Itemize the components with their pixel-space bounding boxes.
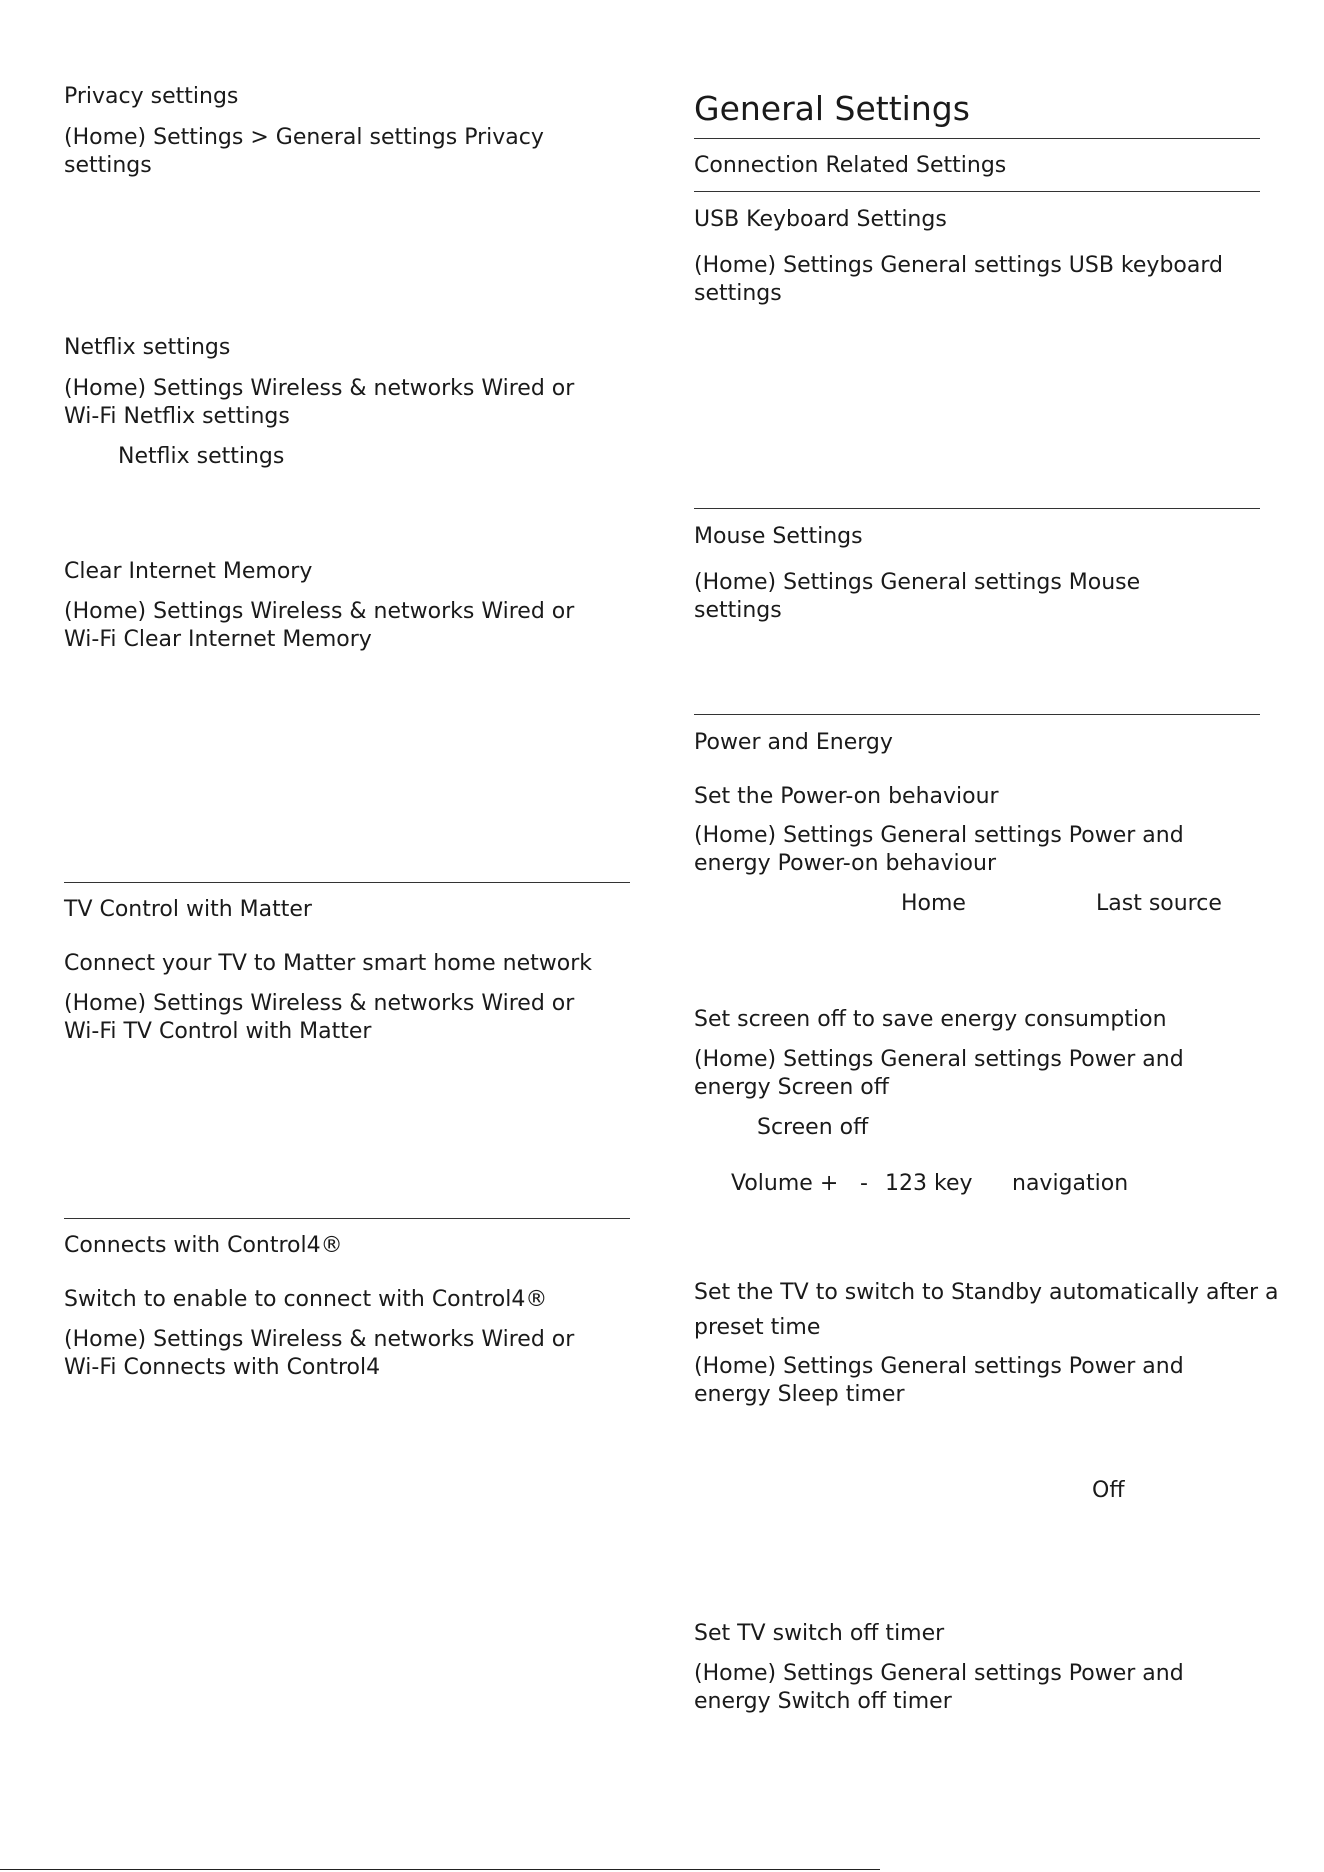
- poweron-heading: Set the Power-on behaviour: [694, 784, 999, 809]
- mouse-settings-path: (Home) Settings General settings Mouse: [694, 570, 1141, 595]
- screen-off-item: Screen off: [757, 1115, 869, 1140]
- poweron-path-cont: energy Power-on behaviour: [694, 851, 997, 876]
- screen-off-path: (Home) Settings General settings Power and: [694, 1047, 1184, 1072]
- sleep-timer-off-option: Off: [1092, 1478, 1125, 1503]
- footer-divider: [0, 1869, 880, 1870]
- netflix-settings-heading: Netflix settings: [64, 335, 231, 360]
- usb-keyboard-path: (Home) Settings General settings USB keyboard: [694, 253, 1223, 278]
- usb-keyboard-heading: USB Keyboard Settings: [694, 207, 947, 232]
- power-section-title: Power and Energy: [694, 730, 893, 755]
- netflix-settings-path-cont: Wi-Fi Netflix settings: [64, 404, 290, 429]
- netflix-settings-item: Netflix settings: [118, 444, 285, 469]
- switch-off-timer-path-cont: energy Switch off timer: [694, 1689, 952, 1714]
- section-divider: [694, 138, 1260, 139]
- clear-internet-memory-heading: Clear Internet Memory: [64, 559, 313, 584]
- poweron-option-home: Home: [901, 891, 966, 916]
- section-divider: [64, 882, 630, 883]
- privacy-settings-heading: Privacy settings: [64, 84, 239, 109]
- clear-internet-memory-path-cont: Wi-Fi Clear Internet Memory: [64, 627, 372, 652]
- matter-section-title: TV Control with Matter: [64, 897, 312, 922]
- mouse-settings-heading: Mouse Settings: [694, 524, 863, 549]
- volume-plus-key: Volume +: [731, 1171, 839, 1196]
- poweron-option-last-source: Last source: [1096, 891, 1222, 916]
- connection-section-title: Connection Related Settings: [694, 153, 1007, 178]
- page-title: General Settings: [694, 89, 970, 128]
- key-123: 123 key: [885, 1171, 973, 1196]
- navigation-keys: navigation: [1012, 1171, 1129, 1196]
- privacy-settings-path: (Home) Settings > General settings Privacy: [64, 125, 544, 150]
- sleep-timer-heading-cont: preset time: [694, 1315, 821, 1340]
- mouse-settings-path-cont: settings: [694, 598, 782, 623]
- screen-off-heading: Set screen off to save energy consumption: [694, 1007, 1167, 1032]
- dash-separator: -: [860, 1171, 868, 1196]
- control4-section-title: Connects with Control4®: [64, 1233, 343, 1258]
- control4-heading: Switch to enable to connect with Control4®: [64, 1287, 548, 1312]
- usb-keyboard-path-cont: settings: [694, 281, 782, 306]
- control4-path: (Home) Settings Wireless & networks Wired or: [64, 1327, 575, 1352]
- sleep-timer-path: (Home) Settings General settings Power and: [694, 1354, 1184, 1379]
- matter-path: (Home) Settings Wireless & networks Wired or: [64, 991, 575, 1016]
- screen-off-path-cont: energy Screen off: [694, 1075, 889, 1100]
- privacy-settings-path-cont: settings: [64, 153, 152, 178]
- sleep-timer-path-cont: energy Sleep timer: [694, 1382, 905, 1407]
- section-divider: [694, 191, 1260, 192]
- switch-off-timer-path: (Home) Settings General settings Power and: [694, 1661, 1184, 1686]
- matter-path-cont: Wi-Fi TV Control with Matter: [64, 1019, 372, 1044]
- matter-heading: Connect your TV to Matter smart home network: [64, 951, 593, 976]
- netflix-settings-path: (Home) Settings Wireless & networks Wired or: [64, 376, 575, 401]
- poweron-path: (Home) Settings General settings Power and: [694, 823, 1184, 848]
- switch-off-timer-heading: Set TV switch off timer: [694, 1621, 945, 1646]
- section-divider: [64, 1218, 630, 1219]
- control4-path-cont: Wi-Fi Connects with Control4: [64, 1355, 381, 1380]
- sleep-timer-heading: Set the TV to switch to Standby automatically after a: [694, 1280, 1279, 1305]
- section-divider: [694, 714, 1260, 715]
- clear-internet-memory-path: (Home) Settings Wireless & networks Wired or: [64, 599, 575, 624]
- section-divider: [694, 508, 1260, 509]
